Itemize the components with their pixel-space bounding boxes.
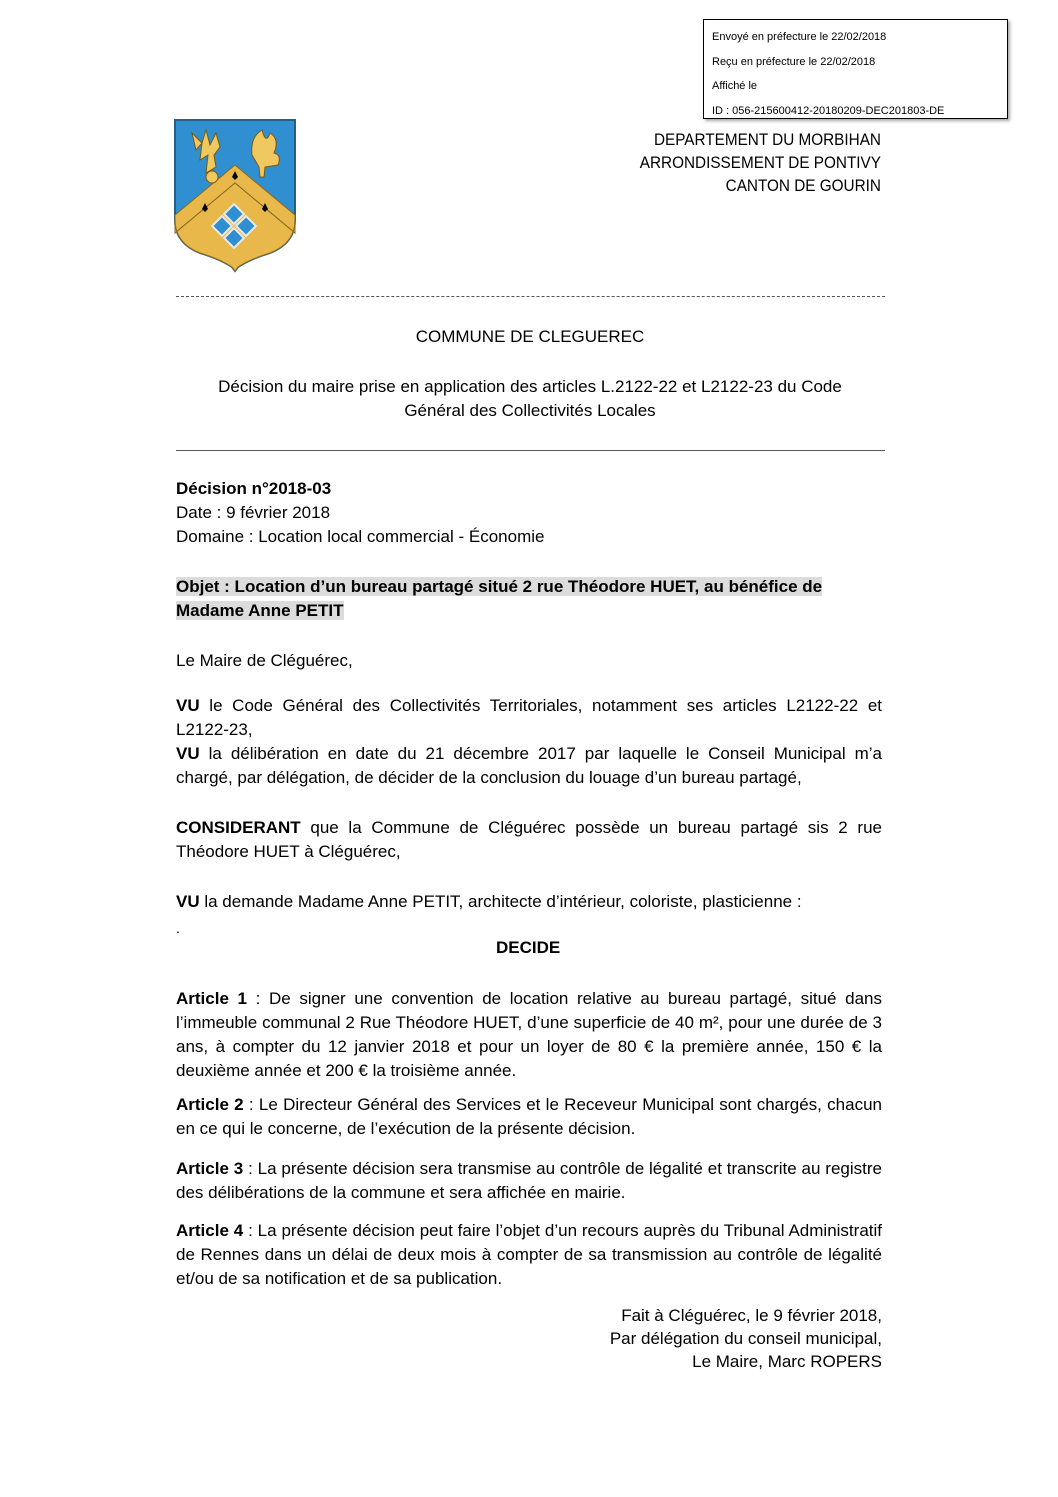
decision-heading (150, 375, 910, 423)
decision-number: Décision n°2018-03 (176, 479, 332, 498)
decision-date: Date : 9 février 2018 (176, 503, 331, 522)
article-1 (176, 987, 882, 1083)
article-text: : La présente décision sera transmise au contrôle de légalité et transcrite au registre des délibérations de la commune et sera affichée en mairie. (176, 1159, 882, 1202)
decision-heading-line2: Général des Collectivités Locales (404, 401, 656, 420)
article-2 (176, 1093, 882, 1141)
decision-info (176, 477, 882, 549)
vu1-text: le Code Général des Collectivités Territoriales, notamment ses articles L2122-22 et L2122-23, (176, 696, 882, 739)
dot-mark: . (176, 920, 180, 936)
signature-line2: Par délégation du conseil municipal, (609, 1329, 882, 1348)
dashed-divider (176, 296, 885, 297)
considerant-label: CONSIDERANT (176, 818, 301, 837)
objet-line1: Objet : Location d’un bureau partagé situé 2 rue Théodore HUET, au bénéfice de (176, 577, 823, 596)
vu3-text: la demande Madame Anne PETIT, architecte d’intérieur, coloriste, plasticienne : (199, 892, 802, 911)
stamp-id: ID : 056-215600412-20180209-DEC201803-DE (712, 104, 945, 117)
article-label: Article 4 (176, 1221, 244, 1240)
administrative-header (640, 128, 881, 197)
arrondissement: ARRONDISSEMENT DE PONTIVY (639, 153, 881, 172)
canton: CANTON DE GOURIN (725, 176, 881, 195)
stamp-recu: Reçu en préfecture le 22/02/2018 (712, 55, 876, 68)
article-text: : La présente décision peut faire l’objet d’un recours auprès du Tribunal Administratif de Rennes dans un délai de deux mois à compter de sa transmission au contrôle de légalité et/ou de sa notification et de sa publication. (176, 1221, 882, 1288)
article-label: Article 1 (176, 989, 248, 1008)
stamp-affiche: Affiché le (712, 80, 758, 92)
departement: DEPARTEMENT DU MORBIHAN (654, 130, 881, 149)
maire-line: Le Maire de Cléguérec, (176, 651, 353, 670)
signature-block (610, 1304, 882, 1373)
article-label: Article 2 (176, 1095, 244, 1114)
signature-line1: Fait à Cléguérec, le 9 février 2018, (621, 1306, 882, 1325)
considerant-paragraph (176, 816, 882, 864)
decision-heading-line1: Décision du maire prise en application des articles L.2122-22 et L2122-23 du Code (218, 377, 842, 396)
decide-heading: DECIDE (496, 938, 561, 957)
stamp-envoye: Envoyé en préfecture le 22/02/2018 (712, 31, 887, 43)
vu2-label: VU (176, 744, 200, 763)
article-text: : Le Directeur Général des Services et le Receveur Municipal sont chargés, chacun en ce qui le concerne, de l’exécution de la présente décision. (176, 1095, 882, 1138)
article-4 (176, 1219, 882, 1291)
prefecture-stamp (703, 19, 1008, 119)
objet (176, 575, 882, 623)
vu2-text: la délibération en date du 21 décembre 2017 par laquelle le Conseil Municipal m’a chargé, par délégation, de décider de la conclusion du louage d’un bureau partagé, (176, 744, 882, 787)
decision-domain: Domaine : Location local commercial - Économie (176, 527, 545, 546)
coat-of-arms-logo (170, 115, 300, 275)
signature-line3: Le Maire, Marc ROPERS (692, 1352, 882, 1371)
article-text: : De signer une convention de location relative au bureau partagé, situé dans l’immeuble communal 2 Rue Théodore HUET, d’une superficie de 40 m², pour une durée de 3 ans, à compter du 12 janvier 2018 et pour un loyer de 80 € la première année, 150 € la deuxième année et 200 € la troisième année. (176, 989, 882, 1080)
vu3-label: VU (176, 892, 200, 911)
vu1-label: VU (176, 696, 200, 715)
commune-title: COMMUNE DE CLEGUEREC (415, 327, 645, 346)
solid-divider (176, 450, 885, 451)
objet-line2: Madame Anne PETIT (176, 601, 344, 620)
vu-demande (176, 890, 882, 914)
article-3 (176, 1157, 882, 1205)
considerant-text: que la Commune de Cléguérec possède un bureau partagé sis 2 rue Théodore HUET à Cléguérec, (176, 818, 882, 861)
vu-paragraph (176, 694, 882, 790)
article-label: Article 3 (176, 1159, 244, 1178)
